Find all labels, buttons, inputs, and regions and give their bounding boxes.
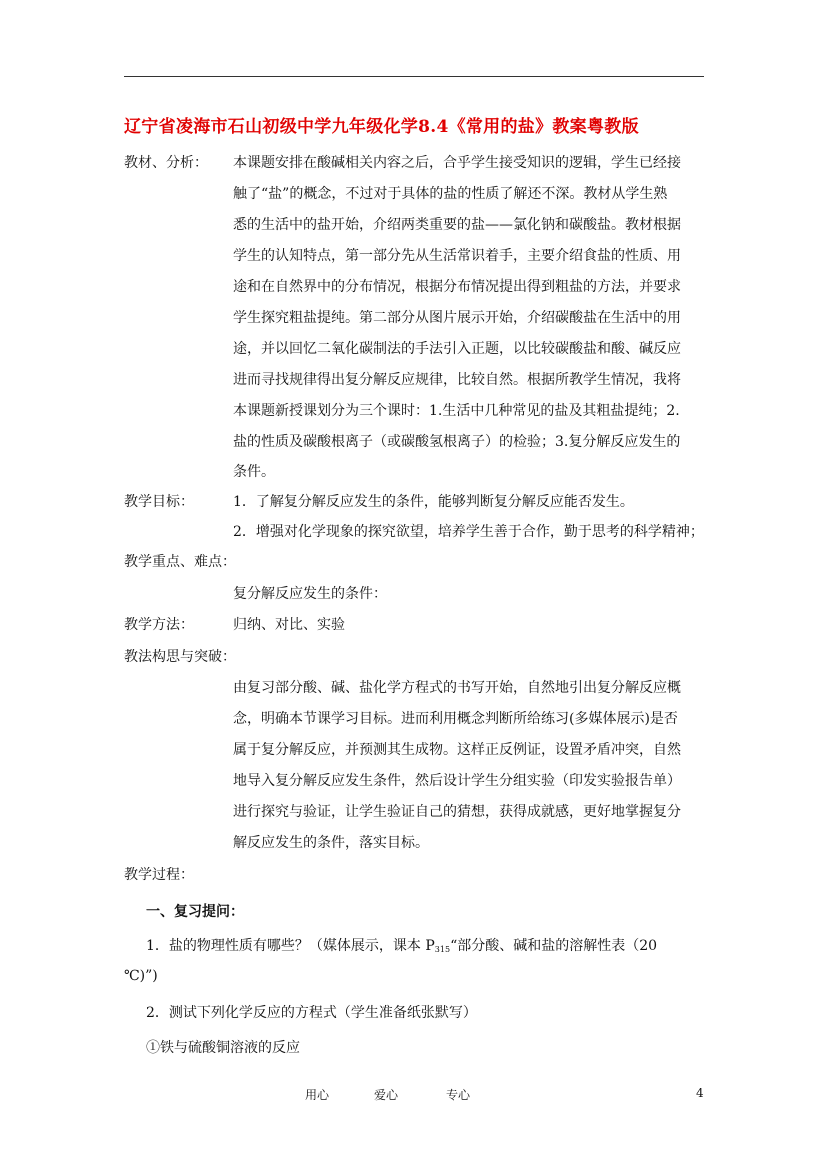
analysis-line: 条件。 bbox=[233, 464, 275, 480]
page-number: 4 bbox=[696, 1086, 704, 1100]
design-line: 地导入复分解反应发生条件，然后设计学生分组实验（印发实验报告单） bbox=[233, 773, 681, 789]
footer-motto: 用心 bbox=[305, 1088, 330, 1102]
question-1-prefix: 1．盐的物理性质有哪些？（媒体展示，课本 P bbox=[146, 938, 435, 954]
analysis-line: 触了“盐”的概念，不过对于具体的盐的性质了解还不深。教材从学生熟 bbox=[233, 186, 668, 202]
footer-motto: 专心 bbox=[446, 1088, 471, 1102]
objectives-label: 教学目标： bbox=[124, 494, 194, 510]
methods-text: 归纳、对比、实验 bbox=[233, 617, 345, 633]
header-rule bbox=[124, 76, 704, 77]
design-line: 解反应发生的条件，落实目标。 bbox=[233, 835, 429, 851]
design-line: 由复习部分酸、碱、盐化学方程式的书写开始，自然地引出复分解反应概 bbox=[233, 680, 681, 696]
question-2a: ①铁与硫酸铜溶液的反应 bbox=[146, 1040, 300, 1056]
document-title: 辽宁省凌海市石山初级中学九年级化学8.4《常用的盐》教案粤教版 bbox=[124, 117, 639, 137]
analysis-line: 途，并以回忆二氧化碳制法的手法引入正题，以比较碳酸盐和酸、碱反应 bbox=[233, 341, 681, 357]
footer-motto: 爱心 bbox=[374, 1088, 399, 1102]
methods-label: 教学方法： bbox=[124, 617, 194, 633]
question-2: 2．测试下列化学反应的方程式（学生准备纸张默写） bbox=[146, 1005, 477, 1021]
analysis-line: 途和在自然界中的分布情况，根据分布情况提出得到粗盐的方法，并要求 bbox=[233, 279, 681, 295]
keypoints-text: 复分解反应发生的条件： bbox=[233, 586, 387, 602]
design-label: 教法构思与突破： bbox=[124, 649, 236, 665]
analysis-line: 本课题新授课划分为三个课时：1.生活中几种常见的盐及其粗盐提纯；2. bbox=[233, 403, 680, 419]
question-1-continuation: ℃)”) bbox=[124, 968, 158, 984]
analysis-label: 教材、分析： bbox=[124, 155, 208, 171]
design-line: 念，明确本节课学习目标。进而利用概念判断所给练习(多媒体展示)是否 bbox=[233, 711, 678, 727]
analysis-line: 进而寻找规律得出复分解反应规律，比较自然。根据所教学生情况，我将 bbox=[233, 372, 681, 388]
objective-item: 2．增强对化学现象的探究欲望，培养学生善于合作，勤于思考的科学精神； bbox=[233, 524, 704, 540]
analysis-line: 盐的性质及碳酸根离子（或碳酸氢根离子）的检验；3.复分解反应发生的 bbox=[233, 434, 681, 450]
analysis-line: 学生探究粗盐提纯。第二部分从图片展示开始，介绍碳酸盐在生活中的用 bbox=[233, 310, 681, 326]
design-line: 进行探究与验证，让学生验证自己的猜想，获得成就感，更好地掌握复分 bbox=[233, 804, 681, 820]
process-label: 教学过程： bbox=[124, 867, 194, 883]
question-1 bbox=[146, 936, 657, 960]
analysis-line: 悉的生活中的盐开始，介绍两类重要的盐——氯化钠和碳酸盐。教材根据 bbox=[233, 217, 681, 233]
analysis-line: 本课题安排在酸碱相关内容之后，合乎学生接受知识的逻辑，学生已经接 bbox=[233, 155, 681, 171]
question-1-suffix: “部分酸、碱和盐的溶解性表（20 bbox=[450, 938, 658, 954]
page-subscript: 315 bbox=[434, 945, 451, 954]
design-line: 属于复分解反应，并预测其生成物。这样正反例证，设置矛盾冲突，自然 bbox=[233, 742, 681, 758]
objective-item: 1．了解复分解反应发生的条件，能够判断复分解反应能否发生。 bbox=[233, 494, 634, 510]
keypoints-label: 教学重点、难点： bbox=[124, 554, 236, 570]
analysis-line: 学生的认知特点，第一部分先从生活常识着手，主要介绍食盐的性质、用 bbox=[233, 248, 681, 264]
section-heading: 一、复习提问： bbox=[146, 904, 244, 920]
